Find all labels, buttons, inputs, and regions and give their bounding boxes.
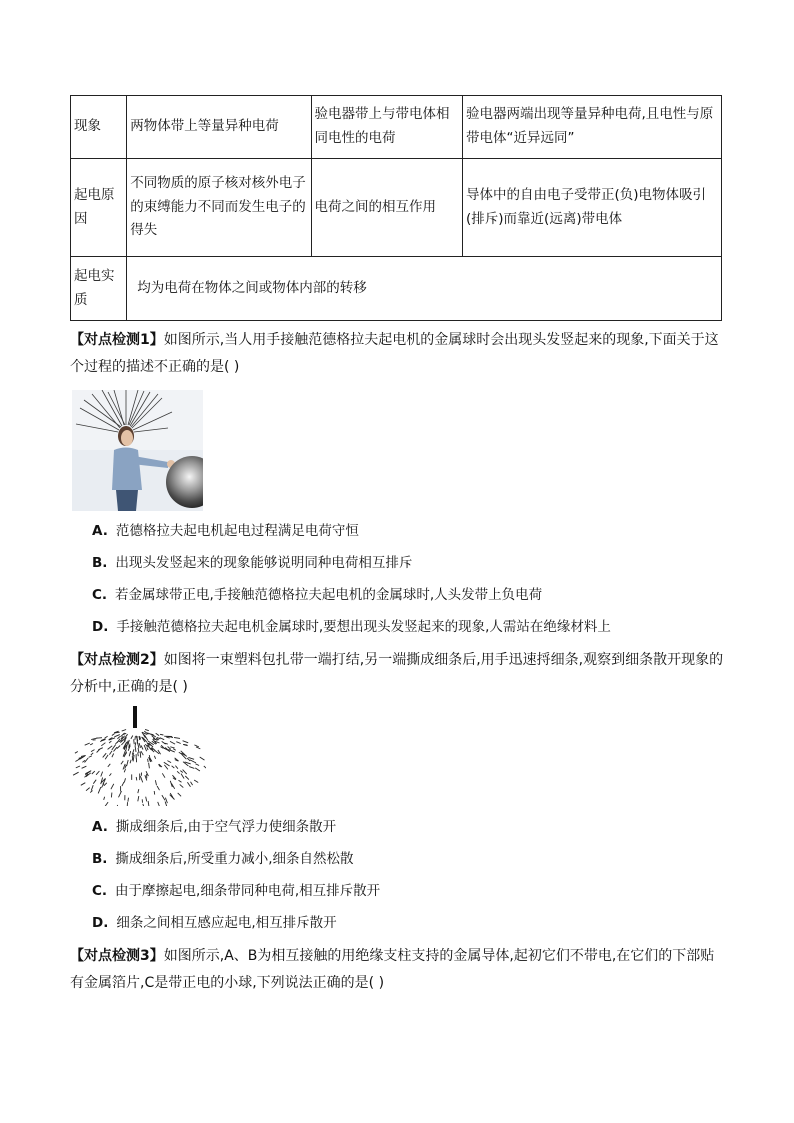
question-tag: 【对点检测2】 (70, 652, 164, 668)
strip-strand (173, 749, 176, 751)
strip-strand (85, 743, 90, 745)
strip-strand (162, 773, 165, 777)
strip-strand (146, 797, 147, 802)
strip-strand (155, 780, 156, 785)
strip-strand (124, 778, 125, 782)
table-cell: 不同物质的原子核对核外电子的束缚能力不同而发生电子的得失 (127, 159, 311, 257)
option-text: 由于摩擦起电,细条带同种电荷,相互排斥散开 (115, 883, 381, 899)
strip-strand (204, 766, 206, 769)
strip-strand (135, 745, 136, 752)
strip-strand (103, 753, 107, 757)
strip-strand (111, 784, 114, 789)
strip-strand (189, 767, 194, 769)
strip-strand (188, 757, 194, 759)
option-label: A. (92, 523, 108, 539)
table-row (71, 257, 722, 321)
strip-strand (122, 730, 126, 732)
strip-strand (195, 768, 200, 771)
option-text: 出现头发竖起来的现象能够说明同种电荷相互排斥 (115, 555, 413, 571)
strip-strand (180, 771, 183, 773)
strip-strand (122, 782, 124, 786)
strip-strand (85, 758, 89, 762)
question-text: 如图所示,当人用手接触范德格拉夫起电机的金属球时会出现头发竖起来的现象,下面关于这个过程的描述不正确的是( ) (70, 332, 719, 375)
strip-strand (105, 736, 108, 738)
strip-strand (194, 745, 198, 747)
strip-strand (172, 766, 175, 768)
q1-option-d (92, 617, 611, 637)
strip-strand (139, 743, 141, 748)
strip-strand (89, 756, 92, 758)
strip-strand (109, 751, 112, 755)
strip-strand (91, 750, 95, 752)
strip-strand (166, 737, 169, 738)
strip-strand (133, 755, 134, 762)
question-tag: 【对点检测3】 (70, 948, 164, 964)
comparison-table (70, 95, 722, 321)
strip-strand (117, 746, 120, 749)
strip-strand (138, 789, 139, 793)
question-text: 如图将一束塑料包扎带一端打结,另一端撕成细条后,用手迅速捋细条,观察到细条散开现象的分析中,正确的是( ) (70, 652, 724, 695)
strip-strand (181, 774, 184, 779)
q2-option-b (92, 849, 354, 869)
strip-strand (116, 741, 119, 744)
strip-strand (150, 734, 154, 735)
strip-strand (121, 761, 123, 764)
strip-strand (109, 741, 111, 743)
strip-strand (81, 783, 86, 786)
strip-strand (145, 729, 149, 730)
strip-strand (135, 736, 136, 740)
strip-strand (200, 757, 205, 760)
table-row (71, 159, 722, 257)
option-label: B. (92, 851, 108, 867)
strip-strand (91, 785, 93, 790)
strip-strand (141, 746, 143, 750)
option-text: 细条之间相互感应起电,相互排斥散开 (116, 915, 337, 931)
question-3 (70, 943, 724, 997)
strip-strand (75, 752, 78, 754)
strip-strand (112, 754, 114, 758)
strip-strand (130, 760, 131, 764)
strip-strand (187, 758, 190, 761)
strip-strand (190, 760, 196, 763)
strip-strand (97, 749, 100, 752)
strip-strand (148, 759, 149, 762)
strip-strand (134, 739, 135, 744)
option-label: D. (92, 915, 109, 931)
option-label: C. (92, 587, 108, 603)
table-cell-merged: 均为电荷在物体之间或物体内部的转移 (127, 257, 722, 321)
strip-strand (148, 801, 149, 806)
strip-strand (131, 736, 133, 739)
strip-strand (117, 805, 118, 806)
row-label: 起电实质 (71, 257, 127, 321)
strip-strand (127, 760, 129, 766)
strip-strand (109, 773, 111, 776)
strip-strand (154, 791, 155, 795)
strip-strand (149, 763, 150, 769)
strip-strand (176, 742, 180, 744)
strip-strand (160, 734, 163, 735)
strip-strand (154, 756, 155, 759)
strip-strand (75, 760, 78, 762)
strip-strand (111, 793, 112, 798)
option-label: A. (92, 819, 108, 835)
strip-strand (112, 734, 115, 736)
table-row (71, 96, 722, 159)
strip-strand (105, 802, 108, 806)
strip-strand (143, 804, 145, 806)
strip-strand (140, 752, 141, 758)
row-label: 现象 (71, 96, 127, 159)
strip-strand (108, 764, 111, 767)
strip-strand (164, 765, 168, 770)
strip-strand (119, 791, 122, 797)
strip-strand (76, 766, 80, 768)
option-text: 撕成细条后,由于空气浮力使细条散开 (115, 819, 337, 835)
strip-strand (90, 744, 93, 745)
strip-strand (178, 793, 181, 796)
strip-strand (98, 787, 101, 793)
strip-strand (141, 751, 143, 755)
strip-strand (91, 738, 98, 740)
option-text: 手接触范德格拉夫起电机金属球时,要想出现头发竖起来的现象,人需站在绝缘材料上 (116, 619, 611, 635)
strip-strand (114, 735, 119, 737)
strip-strand (179, 780, 182, 782)
option-label: C. (92, 883, 108, 899)
strip-strand (91, 753, 93, 755)
strip-strand (156, 733, 159, 735)
table-cell: 两物体带上等量异种电荷 (127, 96, 311, 159)
strip-strand (128, 798, 129, 802)
strip-strand (157, 786, 159, 790)
question-tag: 【对点检测1】 (70, 332, 164, 348)
strip-strand (180, 784, 184, 787)
strip-strand (101, 743, 105, 746)
strip-strand (114, 747, 118, 751)
strip-strand (86, 788, 90, 791)
photo-illustration (72, 390, 203, 511)
strip-strand (101, 778, 103, 785)
strip-strand (104, 783, 107, 786)
table-cell: 导体中的自由电子受带正(负)电物体吸引(排斥)而靠近(远离)带电体 (463, 159, 722, 257)
strip-strand (174, 738, 180, 739)
strip-strand (93, 780, 96, 784)
strip-strand (105, 755, 108, 759)
strip-strand (117, 737, 120, 739)
q1-option-a (92, 521, 359, 541)
strip-strand (104, 797, 105, 800)
q1-option-b (92, 553, 412, 573)
strip-strand (92, 771, 95, 774)
strip-strand (185, 776, 189, 780)
table-cell: 验电器带上与带电体相同电性的电荷 (311, 96, 462, 159)
strip-strand (194, 780, 198, 783)
option-text: 范德格拉夫起电机起电过程满足电荷守恒 (115, 523, 359, 539)
q1-option-c (92, 585, 542, 605)
question-text: 如图所示,A、B为相互接触的用绝缘支柱支持的金属导体,起初它们不带电,在它们的下部贴有金属箔片,C是带正电的小球,下列说法正确的是( ) (70, 948, 715, 991)
strip-strand (183, 741, 189, 743)
table-cell: 验电器两端出现等量异种电荷,且电性与原带电体“近异远同” (463, 96, 722, 159)
strip-strand (73, 772, 79, 775)
strip-strand (177, 771, 180, 773)
strip-strand (101, 772, 103, 777)
strip-strand (138, 796, 139, 801)
strip-strand (191, 782, 193, 785)
plastic-strip-illustration (72, 706, 206, 806)
strip-strand (196, 747, 200, 749)
strip-strand (167, 761, 171, 763)
tassel-drawing (72, 706, 206, 806)
strip-strand (170, 747, 174, 748)
strip-strand (196, 764, 200, 766)
question-1 (70, 327, 724, 381)
option-text: 若金属球带正电,手接触范德格拉夫起电机的金属球时,人头发带上负电荷 (115, 587, 543, 603)
strip-strand (124, 769, 125, 772)
strip-strand (136, 777, 137, 780)
strip-strand (158, 802, 160, 806)
strip-strand (129, 751, 131, 756)
q2-option-a (92, 817, 336, 837)
strip-strand (96, 771, 99, 775)
strip-strand (82, 766, 87, 768)
table-cell: 电荷之间的相互作用 (311, 159, 462, 257)
strip-strand (187, 782, 190, 786)
row-label: 起电原因 (71, 159, 127, 257)
strip-strand (170, 741, 175, 744)
strip-strand (162, 795, 165, 800)
strip-strand (175, 766, 178, 769)
option-label: B. (92, 555, 108, 571)
van-de-graaff-photo (72, 390, 203, 511)
strip-strand (183, 770, 187, 775)
strip-strand (128, 740, 129, 745)
strip-strand (147, 747, 148, 750)
strip-strand (108, 746, 113, 750)
strip-strand (138, 748, 139, 753)
option-text: 撕成细条后,所受重力减小,细条自然松散 (115, 851, 354, 867)
q2-option-d (92, 913, 337, 933)
question-2 (70, 647, 724, 701)
strip-strand (138, 752, 139, 756)
strip-strand (90, 791, 92, 793)
q2-option-c (92, 881, 380, 901)
option-label: D. (92, 619, 109, 635)
strip-strand (140, 776, 142, 782)
